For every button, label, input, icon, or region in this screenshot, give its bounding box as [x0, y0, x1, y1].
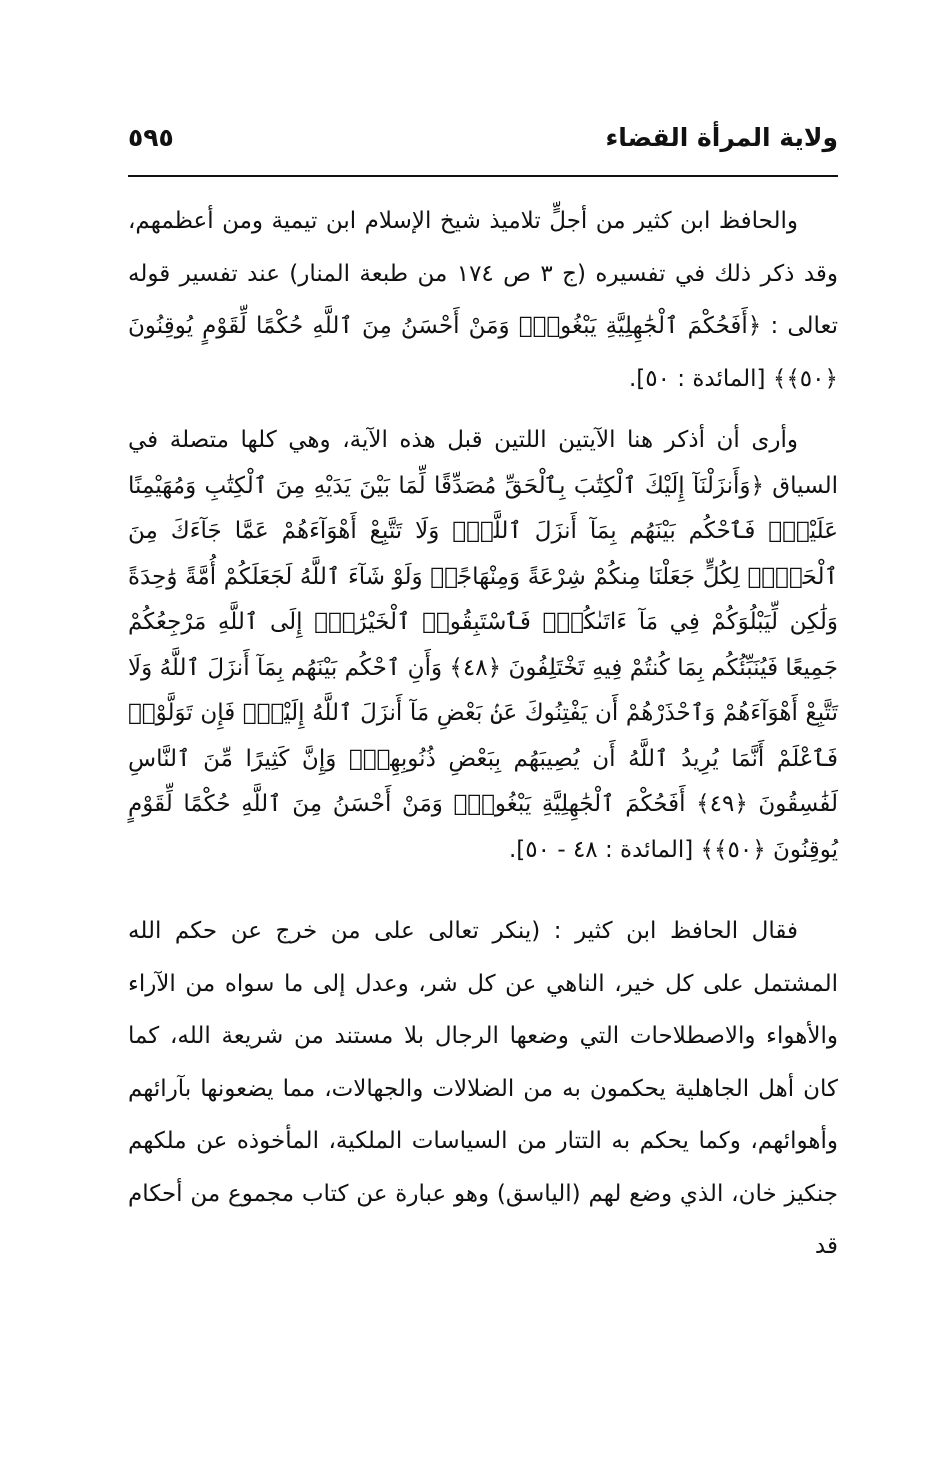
- paragraph-1-text: والحافظ ابن كثير من أجلٍّ تلاميذ شيخ الإسلام ابن تيمية ومن أعظمهم، وقد ذكر ذلك في تفسيره (ج ٣ ص ١٧٤ من طبعة المنار) عند تفسير قوله تعالى :: [128, 208, 839, 339]
- verse-citation: [المائدة : ٥٠].: [628, 365, 766, 392]
- quran-verse: ﴿أَفَحُكْمَ ٱلْجَٰهِلِيَّةِ يَبْغُونَۚ وَمَنْ أَحْسَنُ مِنَ ٱللَّهِ حُكْمًا لِّقَوْمٍ يُوقِنُونَ ﴿٥٠﴾﴾: [128, 313, 838, 392]
- paragraph-3: [128, 905, 838, 1273]
- paragraph-2-text: وأرى أن أذكر هنا الآيتين اللتين قبل هذه الآية، وهي كلها متصلة في السياق: [128, 427, 838, 499]
- running-title: ولاية المرأة القضاء: [605, 123, 838, 152]
- paragraph-1: [128, 195, 838, 405]
- verse-citation: [المائدة : ٤٨ - ٥٠].: [509, 836, 694, 863]
- page-number: ٥٩٥: [128, 123, 174, 152]
- paragraph-2: [128, 418, 838, 873]
- page-header: [128, 118, 838, 158]
- paragraph-3-text: فقال الحافظ ابن كثير : (ينكر تعالى على من خرج عن حكم الله المشتمل على كل خير، الناهي عن كل شر، وعدل إلى ما سواه من الآراء والأهواء والاصطلاحات التي وضعها الرجال بلا مستند من شريعة الله، كما كان أهل الجاهلية يحكمون به من الضلالات والجهالات، مما يضعونها بآرائهم وأهوائهم، وكما يحكم به التتار من السياسات الملكية، المأخوذه عن ملكهم جنكيز خان، الذي وضع لهم (الياسق) وهو عبارة عن كتاب مجموع من أحكام قد: [128, 918, 838, 1259]
- header-rule: [128, 175, 838, 177]
- quran-verses: ﴿وَأَنزَلْنَآ إِلَيْكَ ٱلْكِتَٰبَ بِٱلْحَقِّ مُصَدِّقًا لِّمَا بَيْنَ يَدَيْهِ مِنَ ٱلْكِتَٰبِ وَمُهَيْمِنًا عَلَيْهِۖ فَٱحْكُم بَيْنَهُم بِمَآ أَنزَلَ ٱللَّهُۖ وَلَا تَتَّبِعْ أَهْوَآءَهُمْ عَمَّا جَآءَكَ مِنَ ٱلْحَقِّۚ لِكُلٍّ جَعَلْنَا مِنكُمْ شِرْعَةً وَمِنْهَاجًاۚ وَلَوْ شَآءَ ٱللَّهُ لَجَعَلَكُمْ أُمَّةً وَٰحِدَةً وَلَٰكِن لِّيَبْلُوَكُمْ فِي مَآ ءَاتَىٰكُمْۖ فَٱسْتَبِقُوا۟ ٱلْخَيْرَٰتِۚ إِلَى ٱللَّهِ مَرْجِعُكُمْ جَمِيعًا فَيُنَبِّئُكُم بِمَا كُنتُمْ فِيهِ تَخْتَلِفُونَ ﴿٤٨﴾ وَأَنِ ٱحْكُم بَيْنَهُم بِمَآ أَنزَلَ ٱللَّهُ وَلَا تَتَّبِعْ أَهْوَآءَهُمْ وَٱحْذَرْهُمْ أَن يَفْتِنُوكَ عَنۢ بَعْضِ مَآ أَنزَلَ ٱللَّهُ إِلَيْكَۖ فَإِن تَوَلَّوْا۟ فَٱعْلَمْ أَنَّمَا يُرِيدُ ٱللَّهُ أَن يُصِيبَهُم بِبَعْضِ ذُنُوبِهِمْۗ وَإِنَّ كَثِيرًا مِّنَ ٱلنَّاسِ لَفَٰسِقُونَ ﴿٤٩﴾ أَفَحُكْمَ ٱلْجَٰهِلِيَّةِ يَبْغُونَۚ وَمَنْ أَحْسَنُ مِنَ ٱللَّهِ حُكْمًا لِّقَوْمٍ يُوقِنُونَ ﴿٥٠﴾﴾: [128, 472, 838, 863]
